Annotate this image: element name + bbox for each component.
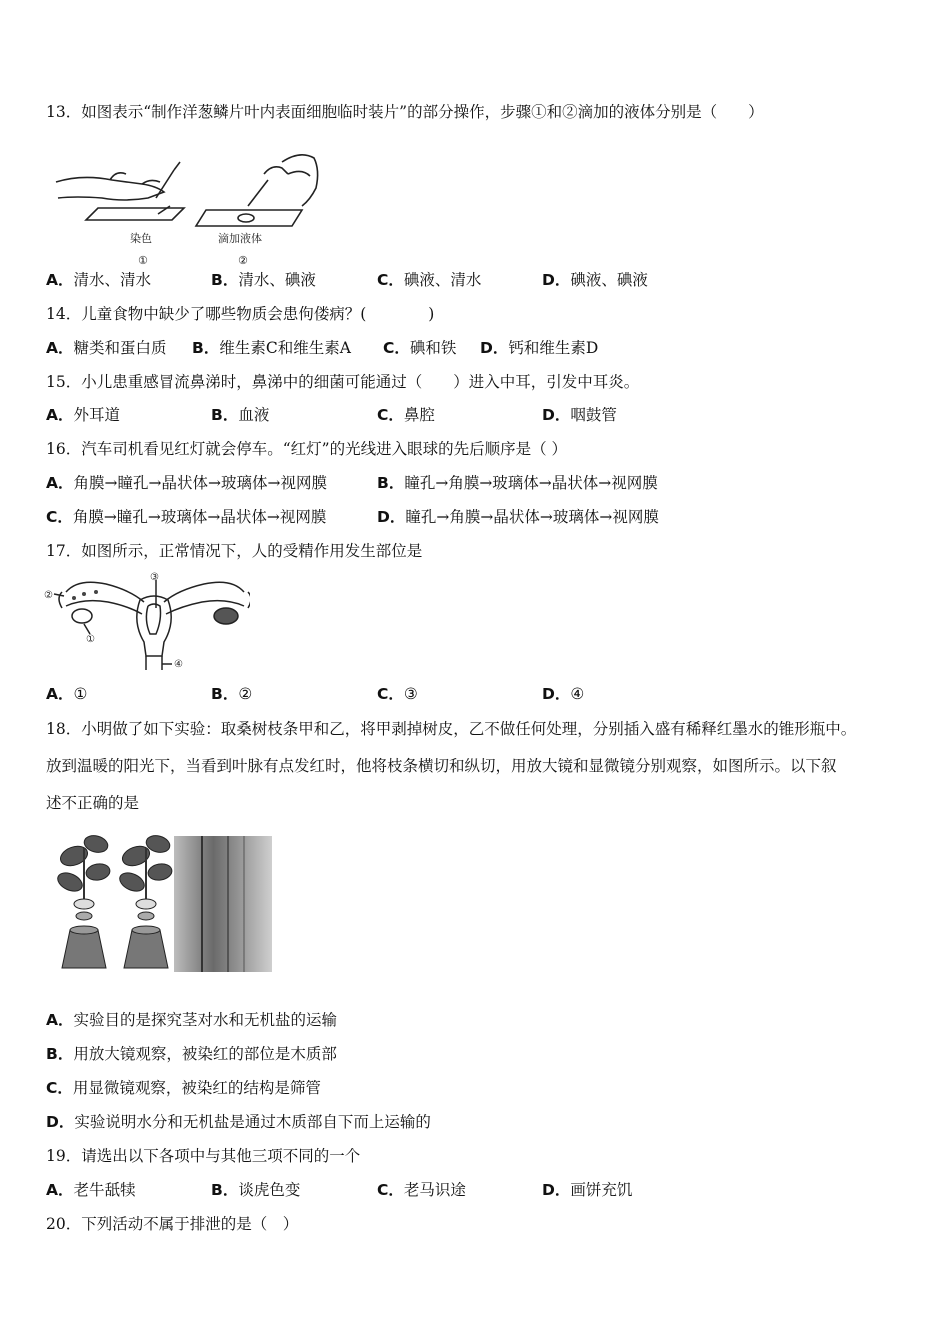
fig-label-stain: 染色	[130, 232, 152, 245]
q19-option-d[interactable]: D．画饼充饥	[542, 1181, 633, 1199]
q19-option-c[interactable]: C．老马识途	[377, 1181, 466, 1199]
q13-figure	[52, 140, 322, 250]
q18-option-d[interactable]: D．实验说明水分和无机盐是通过木质部自下而上运输的	[46, 1113, 431, 1131]
q13-option-b[interactable]: B．清水、碘液	[211, 271, 316, 289]
q19-option-b[interactable]: B．谈虎色变	[211, 1181, 301, 1199]
stem-section	[174, 836, 272, 972]
q18-stem-line3: 述不正确的是	[46, 794, 140, 812]
q14-option-c[interactable]: C．碘和铁	[383, 339, 457, 357]
q14-option-a[interactable]: A．糖类和蛋白质	[46, 339, 167, 357]
fig-label-drop: 滴加液体	[218, 232, 262, 245]
q15-option-d[interactable]: D．咽鼓管	[542, 406, 617, 424]
q16-option-b[interactable]: B．瞳孔→角膜→玻璃体→晶状体→视网膜	[377, 474, 658, 492]
staining-illustration	[56, 162, 184, 220]
fig-mark-3: ③	[150, 572, 159, 583]
q16-option-c[interactable]: C．角膜→瞳孔→玻璃体→晶状体→视网膜	[46, 508, 327, 526]
q15-stem: 15．小儿患重感冒流鼻涕时，鼻涕中的细菌可能通过（ ）进入中耳，引发中耳炎。	[46, 373, 640, 391]
q14-stem: 14．儿童食物中缺少了哪些物质会患佝偻病？( )	[46, 305, 435, 323]
q17-stem: 17．如图所示，正常情况下，人的受精作用发生部位是	[46, 542, 423, 560]
q13-option-c[interactable]: C．碘液、清水	[377, 271, 482, 289]
fig-num-1: ①	[138, 254, 148, 267]
q13-stem: 13．如图表示“制作洋葱鳞片叶内表面细胞临时装片”的部分操作，步骤①和②滴加的液体分别是（ ）	[46, 103, 764, 121]
q17-option-c[interactable]: C．③	[377, 685, 418, 703]
q18-stem-line2: 放到温暖的阳光下，当看到叶脉有点发红时，他将枝条横切和纵切，用放大镜和显微镜分别观察，如图所示。以下叙	[46, 757, 837, 775]
q18-option-b[interactable]: B．用放大镜观察，被染红的部位是木质部	[46, 1045, 337, 1063]
branch-experiment-figure	[52, 830, 274, 976]
q18-option-c[interactable]: C．用显微镜观察，被染红的结构是筛管	[46, 1079, 321, 1097]
q13-option-a[interactable]: A．清水、清水	[46, 271, 152, 289]
q15-option-a[interactable]: A．外耳道	[46, 406, 121, 424]
fig-mark-2: ②	[44, 590, 53, 601]
q19-stem: 19．请选出以下各项中与其他三项不同的一个	[46, 1147, 361, 1165]
fig-num-2: ②	[238, 254, 248, 267]
branch-a	[55, 833, 111, 968]
q15-option-b[interactable]: B．血液	[211, 406, 270, 424]
q19-option-a[interactable]: A．老牛舐犊	[46, 1181, 136, 1199]
q18-option-a[interactable]: A．实验目的是探究茎对水和无机盐的运输	[46, 1011, 338, 1029]
q15-option-c[interactable]: C．鼻腔	[377, 406, 435, 424]
fig-mark-4: ④	[174, 659, 183, 670]
q13-option-d[interactable]: D．碘液、碘液	[542, 271, 648, 289]
q17-option-d[interactable]: D．④	[542, 685, 585, 703]
fig-mark-1: ①	[86, 634, 95, 645]
q16-option-d[interactable]: D．瞳孔→角膜→晶状体→玻璃体→视网膜	[377, 508, 659, 526]
q18-stem-line1: 18．小明做了如下实验：取桑树枝条甲和乙，将甲剥掉树皮，乙不做任何处理，分别插入盛有稀释红墨水的锥形瓶中。	[46, 720, 857, 738]
q16-stem: 16．汽车司机看见红灯就会停车。“红灯”的光线进入眼球的先后顺序是（ ）	[46, 440, 568, 458]
q17-option-b[interactable]: B．②	[211, 685, 253, 703]
q17-option-a[interactable]: A．①	[46, 685, 88, 703]
q16-option-a[interactable]: A．角膜→瞳孔→晶状体→玻璃体→视网膜	[46, 474, 327, 492]
q20-stem: 20．下列活动不属于排泄的是（ ）	[46, 1215, 299, 1233]
q14-option-d[interactable]: D．钙和维生素D	[480, 339, 599, 357]
q14-option-b[interactable]: B．维生素C和维生素A	[192, 339, 351, 357]
branch-b	[117, 833, 173, 968]
uterus-figure	[44, 572, 250, 672]
dropper-illustration	[196, 155, 318, 226]
